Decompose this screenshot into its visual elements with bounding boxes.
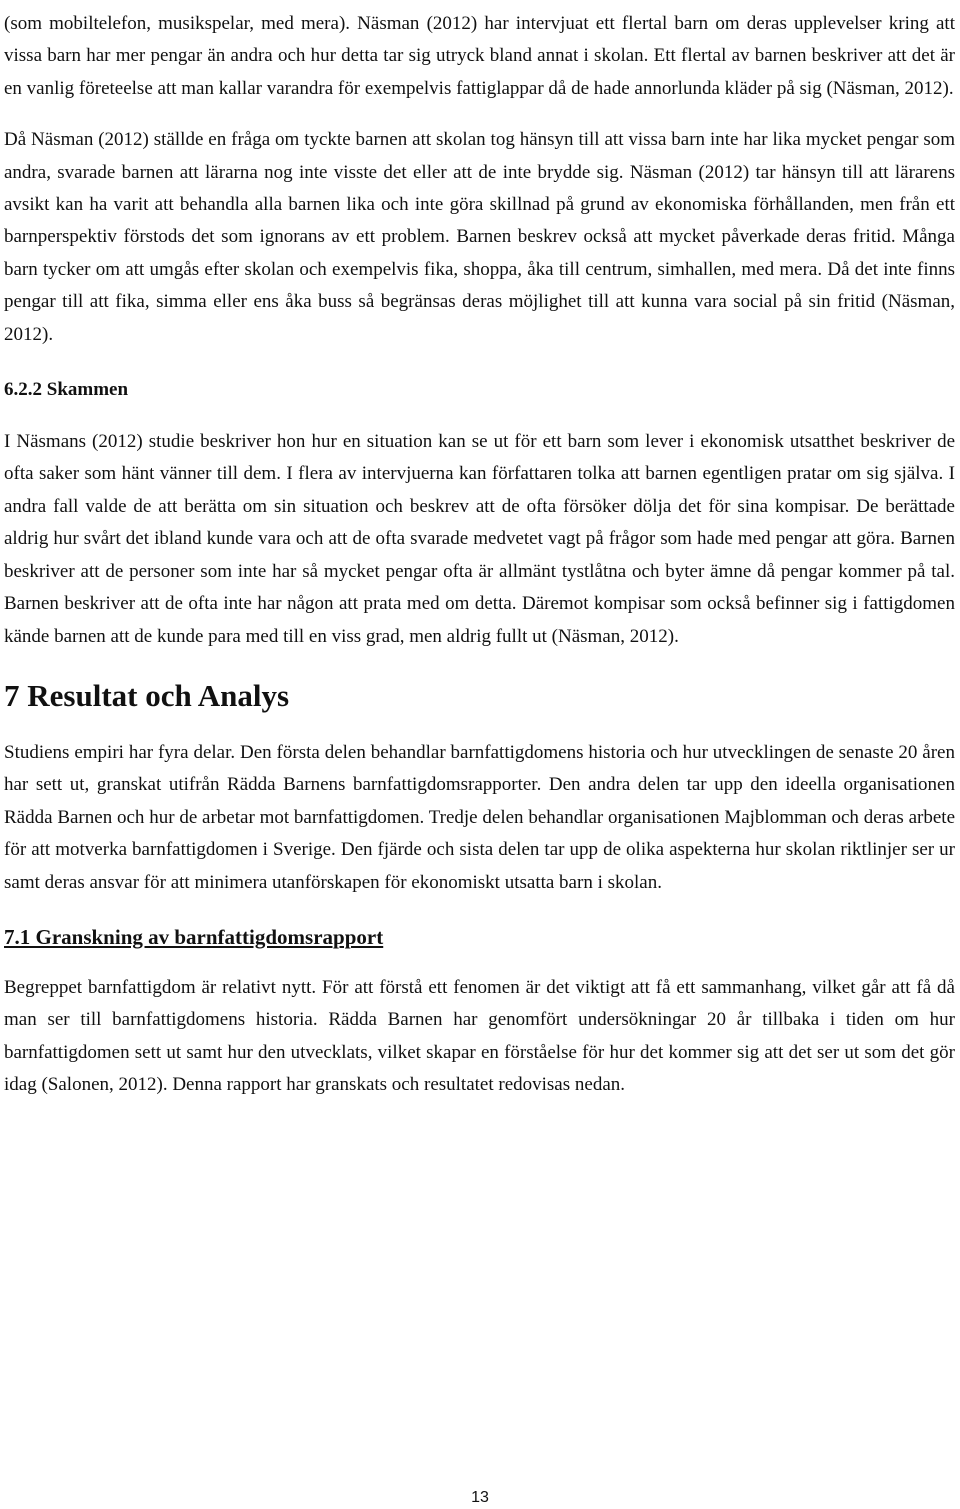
section-heading-granskning: 7.1 Granskning av barnfattigdomsrapport	[4, 924, 384, 949]
paragraph-skammen: I Näsmans (2012) studie beskriver hon hur en situation kan se ut för ett barn som lever i ekonomisk utsatthet beskriver de ofta saker som hänt vänner till dem. I flera av intervjuerna kan författaren tolka att barnen egentligen pratar om sig själva. I andra fall valde de att berätta om sin situation och beskrev att de ofta försöker dölja det för sina kompisar. De berättade aldrig hur svårt det ibland kunde vara och att de ofta svarade medvetet vagt på frågor som hade med pengar att göra. Barnen beskriver att de personer som inte har så mycket pengar ofta är allmänt tystlåtna och byter ämne då pengar kommer på tal. Barnen beskriver att de ofta inte har någon att prata med om detta. Däremot kompisar som också befinner sig i fattigdomen kände barnen att de kunde para med till en viss grad, men aldrig fullt ut (Näsman, 2012).	[4, 431, 955, 647]
paragraph-intro: (som mobiltelefon, musikspelar, med mera). Näsman (2012) har intervjuat ett flertal barn om deras upplevelser kring att vissa barn har mer pengar än andra och hur detta tar sig utryck bland annat i skolan. Ett flertal av barnen beskriver att det är en vanlig företeelse att man kallar varandra för exempelvis fattiglappar då de hade annorlunda kläder på sig (Näsman, 2012).	[4, 13, 955, 99]
page-number: 13	[471, 1489, 489, 1506]
paragraph-resultat: Studiens empiri har fyra delar. Den första delen behandlar barnfattigdomens historia och hur utvecklingen de senaste 20 åren har sett ut, granskat utifrån Rädda Barnens barnfattigdomsrapporter. Den andra delen tar upp den ideella organisationen Rädda Barnen och hur de arbetar mot barnfattigdomen. Tredje delen behandlar organisationen Majblomman och deras arbete för att motverka barnfattigdomen i Sverige. Den fjärde och sista delen tar upp de olika aspekterna hur skolan riktlinjer ser ur samt deras ansvar för att minimera utanförskapen för ekonomiskt utsatta barn i skolan.	[4, 741, 955, 893]
page-content	[4, 0, 955, 1102]
subsection-heading-skammen: 6.2.2 Skammen	[4, 379, 129, 401]
paragraph-granskning: Begreppet barnfattigdom är relativt nytt. För att förstå ett fenomen är det viktigt att få ett sammanhang, vilket går att få då man ser till barnfattigdomens historia. Rädda Barnen har genomfört undersökningar 20 år tillbaka i tiden om hur barnfattigdomen sett ut samt hur den utvecklats, vilket skapar en förståelse för hur det kommer sig att det ser ut som det gör idag (Salonen, 2012). Denna rapport har granskats och resultatet redovisas nedan.	[4, 976, 955, 1096]
paragraph-school-question: Då Näsman (2012) ställde en fråga om tyckte barnen att skolan tog hänsyn till att vissa barn inte har lika mycket pengar som andra, svarade barnen att lärarna nog inte visste det eller att de inte brydde sig. Näsman (2012) tar hänsyn till att lärarens avsikt kan ha varit att behandla alla barnen lika och inte göra skillnad på grund av ekonomiska förhållanden, men från ett barnperspektiv förstods det som ignorans av ett problem. Barnen beskrev också att mycket påverkade deras fritid. Många barn tycker om att umgås efter skolan och exempelvis fika, shoppa, åka till centrum, simhallen, med mera. Då det inte finns pengar till att fika, simma eller ens åka buss så begränsas deras möjlighet till att kunna vara social på sin fritid (Näsman, 2012).	[4, 129, 955, 345]
chapter-heading-resultat: 7 Resultat och Analys	[4, 677, 290, 713]
